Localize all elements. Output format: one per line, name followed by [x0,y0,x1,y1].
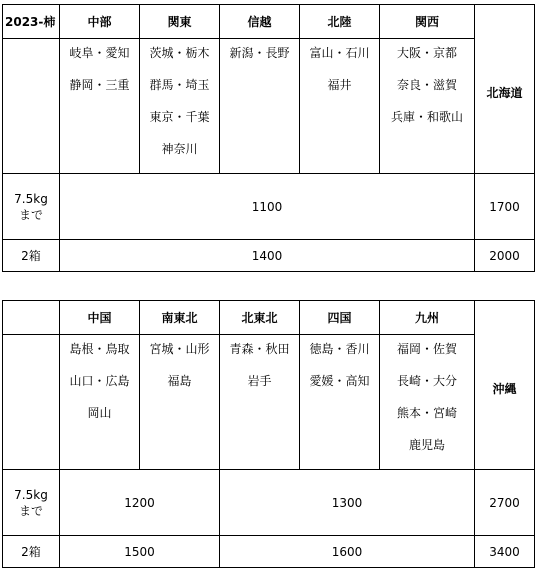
weight-label-line: まで [18,503,43,518]
blank-cell [3,39,60,174]
prefecture-line: 長崎・大分 [396,374,457,388]
blank-cell [3,335,60,470]
prefecture-list-kanto [140,39,220,174]
price-cell-north-tohoku-shikoku-kyushu: 1600 [220,536,475,568]
prefecture-line: 青森・秋田 [229,342,290,356]
prefecture-line: 東京・千葉 [149,110,210,124]
price-cell-north-tohoku-shikoku-kyushu: 1300 [220,470,475,536]
box-count-label: 2箱 [3,240,60,272]
prefecture-line: 富山・石川 [309,46,370,60]
box-count-label: 2箱 [3,536,60,568]
prefecture-line: 群馬・埼玉 [149,78,210,92]
prefecture-line: 鹿児島 [408,438,445,452]
region-header-okinawa: 沖縄 [475,301,535,470]
weight-label-line: 7.5kg [14,487,48,502]
prefecture-line: 福井 [327,78,352,92]
region-header-kanto: 関東 [140,5,220,39]
weight-label [3,174,60,240]
prefecture-list-chubu [60,39,140,174]
prefecture-line: 岡山 [87,406,112,420]
price-cell-chugoku-south-tohoku: 1200 [60,470,220,536]
price-cell: 1100 [60,174,475,240]
region-header-kansai: 関西 [380,5,475,39]
price-cell-hokkaido: 2000 [475,240,535,272]
prefecture-line: 宮城・山形 [149,342,210,356]
prefecture-line: 兵庫・和歌山 [390,110,463,124]
region-header-south-tohoku: 南東北 [140,301,220,335]
prefecture-list-kyushu [380,335,475,470]
prefecture-line: 福岡・佐賀 [396,342,457,356]
prefecture-line: 島根・鳥取 [69,342,130,356]
region-header-shinetsu: 信越 [220,5,300,39]
prefecture-line: 岩手 [247,374,272,388]
region-header-kyushu: 九州 [380,301,475,335]
weight-label-line: まで [18,207,43,222]
prefecture-line: 愛媛・高知 [309,374,370,388]
region-header-hokkaido: 北海道 [475,5,535,174]
region-header-chubu: 中部 [60,5,140,39]
prefecture-line: 茨城・栃木 [149,46,210,60]
prefecture-list-chugoku [60,335,140,470]
prefecture-line: 静岡・三重 [69,78,130,92]
prefecture-list-south-tohoku [140,335,220,470]
region-header-chugoku: 中国 [60,301,140,335]
price-cell-okinawa: 3400 [475,536,535,568]
prefecture-list-hokuriku [300,39,380,174]
prefecture-line: 福島 [167,374,192,388]
prefecture-list-kansai [380,39,475,174]
prefecture-line: 徳島・香川 [309,342,370,356]
table-corner-label [3,301,60,335]
region-header-hokuriku: 北陸 [300,5,380,39]
prefecture-line: 熊本・宮崎 [396,406,457,420]
region-header-north-tohoku: 北東北 [220,301,300,335]
prefecture-line: 岐阜・愛知 [69,46,130,60]
prefecture-list-north-tohoku [220,335,300,470]
prefecture-list-shikoku [300,335,380,470]
prefecture-line: 奈良・滋賀 [396,78,457,92]
weight-label [3,470,60,536]
prefecture-line: 神奈川 [161,142,198,156]
prefecture-line: 新潟・長野 [229,46,290,60]
price-cell-hokkaido: 1700 [475,174,535,240]
price-cell-okinawa: 2700 [475,470,535,536]
price-cell-chugoku-south-tohoku: 1500 [60,536,220,568]
price-cell: 1400 [60,240,475,272]
table-corner-label: 2023-柿 [3,5,60,39]
prefecture-line: 山口・広島 [69,374,130,388]
prefecture-line: 大阪・京都 [396,46,457,60]
shipping-rate-table-2 [2,300,535,568]
weight-label-line: 7.5kg [14,191,48,206]
shipping-rate-table-1 [2,4,535,272]
region-header-shikoku: 四国 [300,301,380,335]
prefecture-list-shinetsu [220,39,300,174]
